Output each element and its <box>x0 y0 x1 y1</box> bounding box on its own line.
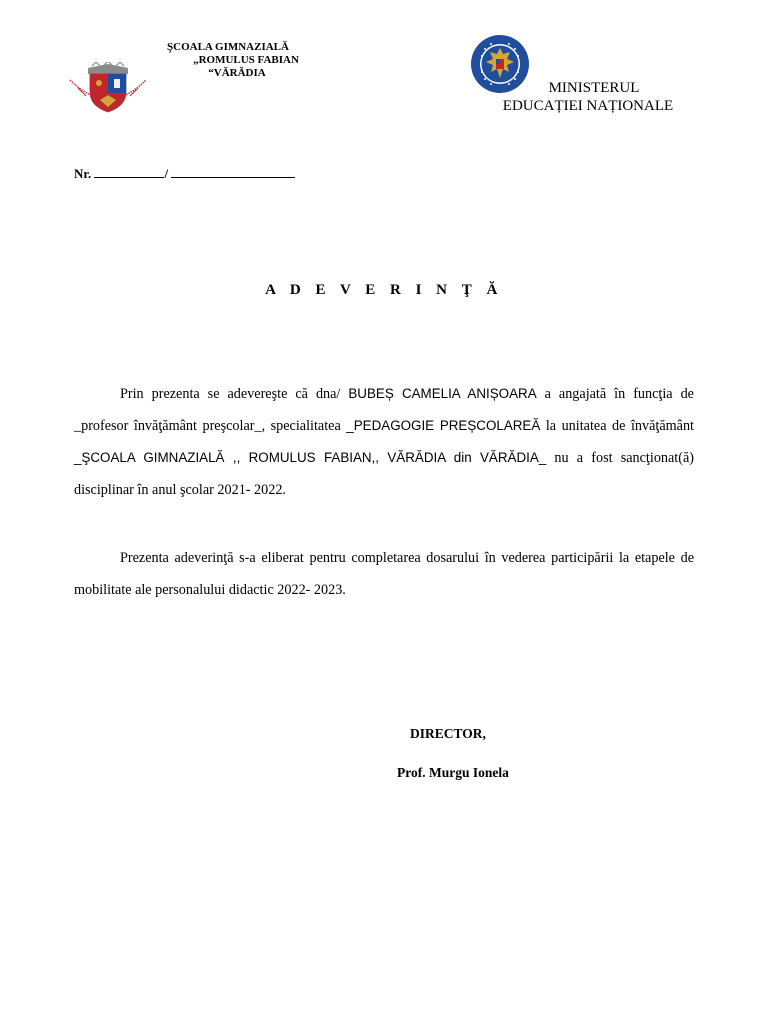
school-name-line1: ŞCOALA GIMNAZIALĂ <box>167 41 289 53</box>
registration-date-blank <box>171 165 295 178</box>
document-title: A D E V E R I N Ţ Ă <box>265 282 503 298</box>
paragraph1-after-name: a angajată în funcţia de <box>536 386 694 402</box>
paragraph1-outro: nu a fost sancţionat(ă) disciplinar în anul şcolar 2021- 2022. <box>74 450 694 498</box>
ministry-name <box>468 79 708 115</box>
paragraph1-intro: Prin prezenta se adevereşte că dna/ <box>120 386 349 402</box>
registration-number-line <box>74 165 295 182</box>
registration-separator: / <box>164 166 169 181</box>
certificate-purpose-paragraph: Prezenta adeverinţă s-a eliberat pentru completarea dosarului în vederea participării la etapele de mobilitate ale personalului didactic 2022- 2023. <box>74 550 694 598</box>
school-name-line2: „ROMULUS FABIAN <box>193 54 299 66</box>
school-name-line3: “VĂRĂDIA <box>208 67 266 79</box>
ministry-name-line2: EDUCAȚIEI NAȚIONALE <box>502 98 674 114</box>
signature-name: Prof. Murgu Ionela <box>397 765 509 780</box>
specialty-intro: , specialitatea <box>261 418 347 434</box>
employee-name: BUBEȘ CAMELIA ANIȘOARA <box>348 386 537 401</box>
ministry-name-line1: MINISTERUL <box>548 80 640 96</box>
registration-label: Nr. <box>74 166 92 181</box>
employee-specialty: _PEDAGOGIE PREȘCOLAREĂ <box>346 418 541 433</box>
certificate-body-paragraph <box>74 378 694 506</box>
school-unit: _ŞCOALA GIMNAZIALĂ ,, ROMULUS FABIAN,, VĂRĂDIA din VĂRĂDIA_ <box>74 450 547 465</box>
school-name <box>118 41 338 80</box>
signature-role: DIRECTOR, <box>410 726 486 741</box>
employee-function: _profesor învăţământ preşcolar_ <box>74 418 262 434</box>
registration-number-blank <box>94 165 164 178</box>
unit-intro: la unitatea de învăţământ <box>540 418 694 434</box>
